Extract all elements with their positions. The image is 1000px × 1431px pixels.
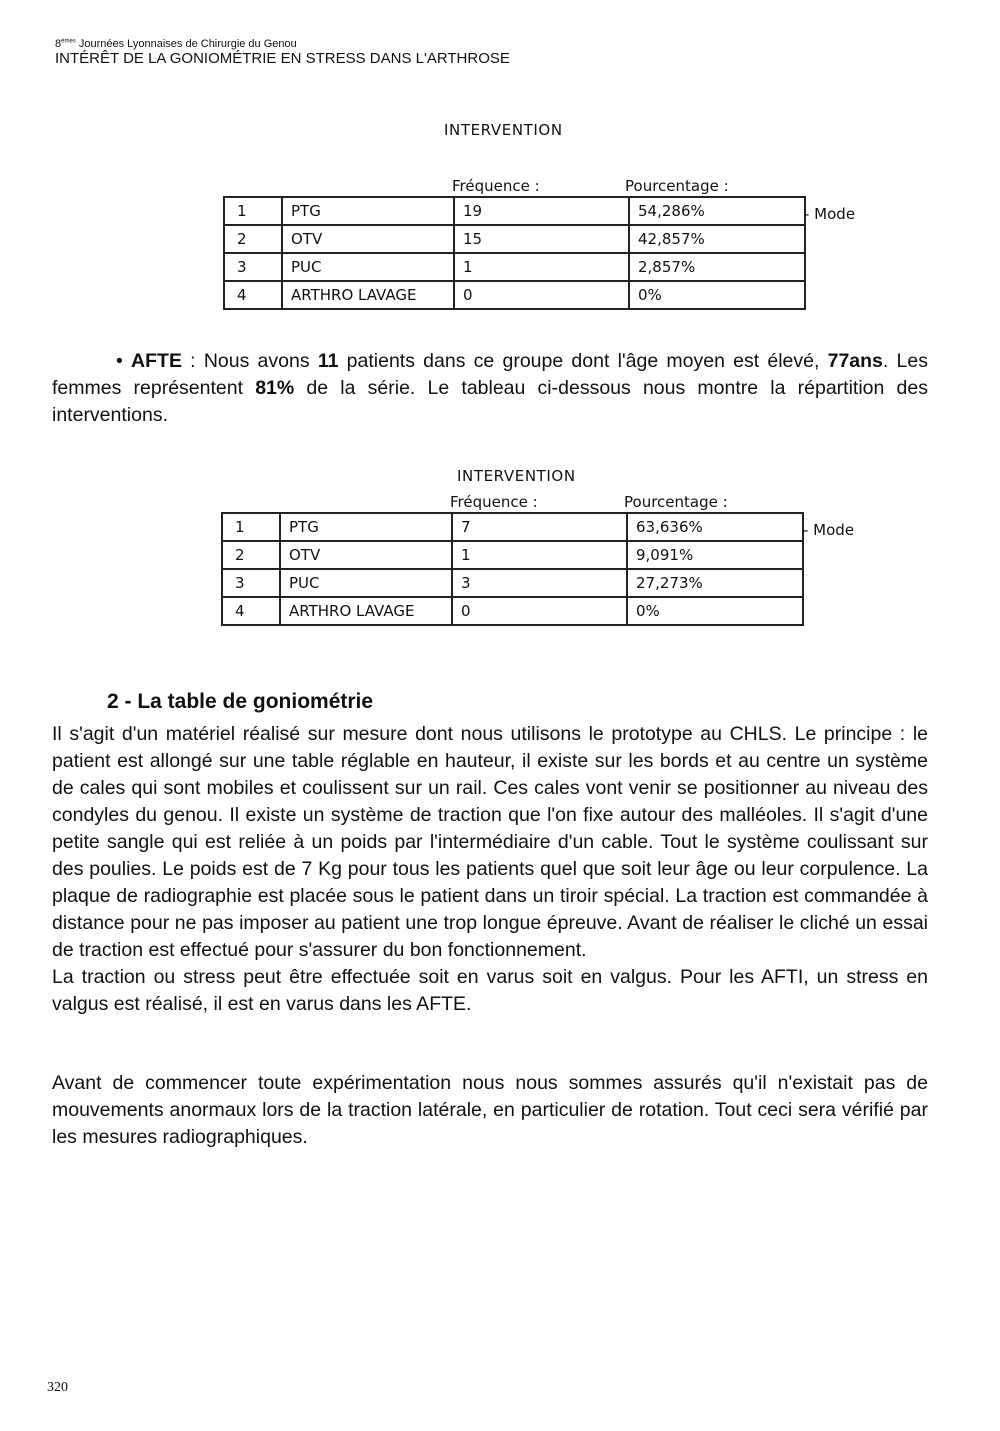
row-number: 1 xyxy=(224,197,282,225)
table2-col-percentage: Pourcentage : xyxy=(624,493,728,511)
paragraph-1: Il s'agit d'un matériel réalisé sur mesure dont nous utilisons le prototype au CHLS. Le principe : le patient est allongé sur une table réglable en hauteur, il existe sur les bords et au centre un système de cales qui sont mobiles et coulissent sur un rail. Ces cales vont venir se positionner au niveau des condyles du genou. Il existe un système de traction que l'on fixe autour des malléoles. Il s'agit d'une petite sangle qui est reliée à un poids par l'intermédiaire d'un cable. Tout le système coulissant sur des poulies. Le poids est de 7 Kg pour tous les patients quel que soit leur âge ou leur corpulence. La plaque de radiographie est placée sous le patient dans un tiroir spécial. La traction est commandée à distance pour ne pas imposer au patient une trop longue épreuve. Avant de réaliser le cliché un essai de traction est effectué pour s'assurer du bon fonctionnement. xyxy=(52,723,928,961)
afte-text-2: patients dans ce groupe dont l'âge moyen est élevé, xyxy=(338,350,828,372)
paragraph-3: Avant de commencer toute expérimentation nous nous sommes assurés qu'il n'existait pas de mouvements anormaux lors de la traction latérale, en particulier de rotation. Tout ceci sera vérifié par les mesures radiographiques. xyxy=(52,1072,928,1148)
table-row xyxy=(224,225,805,253)
percentage-value: 54,286% xyxy=(629,197,805,225)
paragraph-2: La traction ou stress peut être effectuée soit en varus soit en valgus. Pour les AFTI, un stress en valgus est réalisé, il est en varus dans les AFTE. xyxy=(52,966,928,1015)
row-number: 2 xyxy=(222,541,280,569)
table-row xyxy=(222,597,803,625)
frequency-value: 15 xyxy=(454,225,629,253)
table1 xyxy=(223,196,806,310)
row-number: 1 xyxy=(222,513,280,541)
frequency-value: 1 xyxy=(452,541,627,569)
conference-title: Journées Lyonnaises de Chirurgie du Genou xyxy=(75,38,297,50)
conference-ordinal: èmes xyxy=(61,38,76,45)
frequency-value: 0 xyxy=(454,281,629,309)
frequency-value: 7 xyxy=(452,513,627,541)
intervention-name: ARTHRO LAVAGE xyxy=(282,281,454,309)
intervention-name: PTG xyxy=(280,513,452,541)
afte-female-pct: 81% xyxy=(255,377,295,399)
table2-mode-label: - Mode xyxy=(803,521,855,539)
frequency-value: 19 xyxy=(454,197,629,225)
row-number: 4 xyxy=(222,597,280,625)
frequency-value: 3 xyxy=(452,569,627,597)
page-number: 320 xyxy=(47,1380,68,1395)
afte-text-4: de la série. Le tableau ci-dessous nous montre la répartition des interventions. xyxy=(52,377,928,426)
table-row xyxy=(222,569,803,597)
table2-caption: INTERVENTION xyxy=(457,467,576,485)
running-header xyxy=(55,38,510,68)
row-number: 2 xyxy=(224,225,282,253)
table-row xyxy=(224,253,805,281)
afte-paragraph xyxy=(52,348,928,429)
row-number: 3 xyxy=(224,253,282,281)
intervention-name: ARTHRO LAVAGE xyxy=(280,597,452,625)
section-body xyxy=(52,721,928,1018)
afte-label: AFTE xyxy=(131,350,182,372)
table-row xyxy=(224,197,805,225)
table-row xyxy=(224,281,805,309)
afte-text-1: : Nous avons xyxy=(181,350,318,372)
row-number: 4 xyxy=(224,281,282,309)
row-number: 3 xyxy=(222,569,280,597)
percentage-value: 0% xyxy=(629,281,805,309)
table1-col-frequency: Fréquence : xyxy=(452,177,540,195)
percentage-value: 2,857% xyxy=(629,253,805,281)
table2 xyxy=(221,512,804,626)
article-title: INTÉRÊT DE LA GONIOMÉTRIE EN STRESS DANS L'ARTHROSE xyxy=(55,50,510,68)
intervention-name: PTG xyxy=(282,197,454,225)
percentage-value: 63,636% xyxy=(627,513,803,541)
table1-caption: INTERVENTION xyxy=(444,121,563,139)
frequency-value: 1 xyxy=(454,253,629,281)
section-title: 2 - La table de goniométrie xyxy=(107,690,374,713)
conference-name xyxy=(55,38,510,50)
table2-col-frequency: Fréquence : xyxy=(450,493,538,511)
intervention-name: PUC xyxy=(282,253,454,281)
frequency-value: 0 xyxy=(452,597,627,625)
table-row xyxy=(222,541,803,569)
intervention-name: OTV xyxy=(280,541,452,569)
intervention-name: OTV xyxy=(282,225,454,253)
afte-mean-age: 77ans xyxy=(827,350,883,372)
intervention-name: PUC xyxy=(280,569,452,597)
table1-mode-label: - Mode xyxy=(804,205,856,223)
conference-number: 8 xyxy=(55,38,62,50)
table-row xyxy=(222,513,803,541)
table1-col-percentage: Pourcentage : xyxy=(625,177,729,195)
percentage-value: 42,857% xyxy=(629,225,805,253)
percentage-value: 9,091% xyxy=(627,541,803,569)
percentage-value: 27,273% xyxy=(627,569,803,597)
bullet-icon: • xyxy=(116,350,123,372)
percentage-value: 0% xyxy=(627,597,803,625)
afte-patient-count: 11 xyxy=(317,350,339,372)
afte-text-3: . Les femmes représentent xyxy=(52,350,928,399)
